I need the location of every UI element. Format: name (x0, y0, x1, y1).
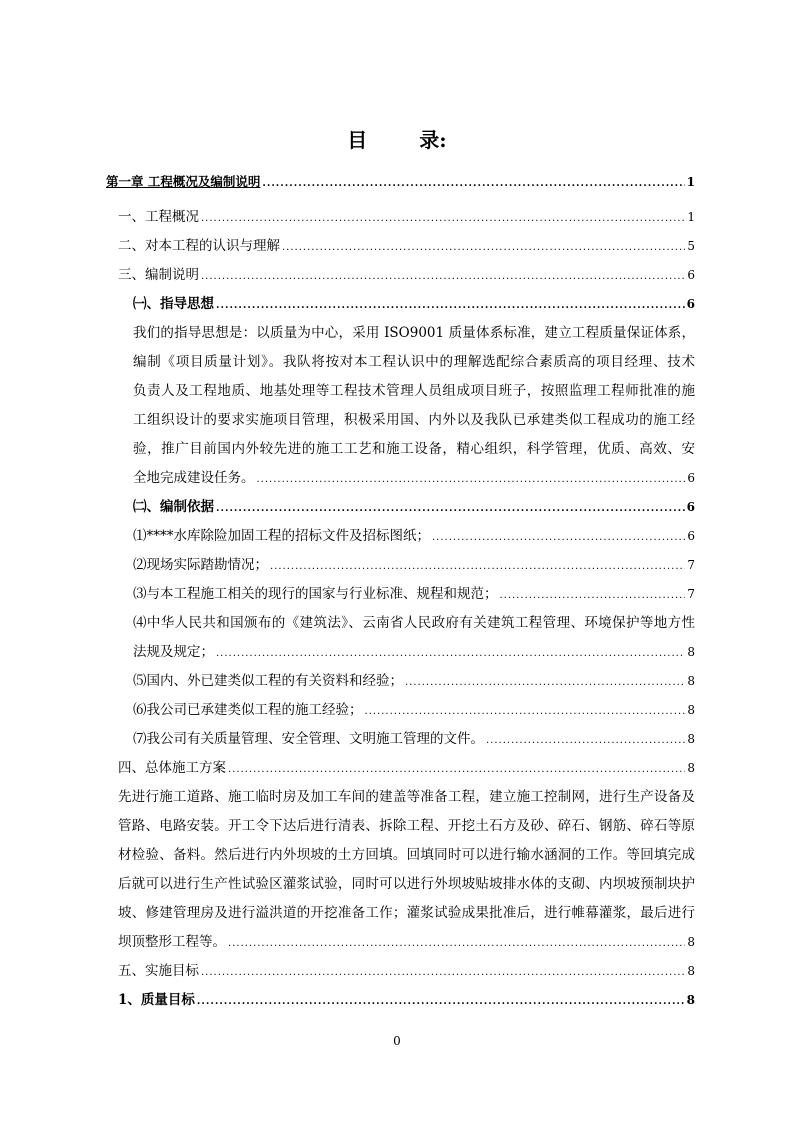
paragraph-line: 坡、修建管理房及进行溢洪道的开挖准备工作；灌浆试验成果批准后，进行帷幕灌浆，最后进行 (118, 905, 695, 921)
dot-leader (197, 987, 685, 1016)
toc-entry-subsection-1[interactable] (133, 290, 695, 319)
toc-entry-section-3[interactable] (118, 261, 695, 290)
toc-entry-item-7[interactable] (133, 725, 695, 754)
paragraph-line: 验，推广目前国内外较先进的施工工艺和施工设备，精心组织，科学管理，优质、高效、安 (133, 441, 695, 457)
toc-entry-text: 五、实施目标 (118, 963, 199, 979)
toc-page-number: 8 (687, 761, 695, 775)
paragraph-line: 我们的指导思想是：以质量为中心，采用 ISO9001 质量体系标准，建立工程质量保证体系， (133, 325, 695, 341)
toc-entry-section-2[interactable] (118, 232, 695, 261)
dot-leader (432, 523, 685, 552)
toc-entry-paragraph-1-end[interactable] (133, 464, 695, 493)
dot-leader (201, 958, 685, 987)
dot-leader (262, 169, 684, 198)
toc-entry-subsection-3[interactable] (118, 986, 695, 1015)
toc-entry-item-2[interactable] (133, 551, 695, 580)
toc-entry-text: 坝顶整形工程等。 (118, 934, 226, 950)
title-part-2: 录: (419, 128, 447, 152)
toc-page-number: 7 (687, 587, 695, 601)
toc-entry-chapter-1[interactable] (106, 167, 695, 196)
paragraph-line: 工组织设计的要求实施项目管理，积极采用国、内外以及我队已承建类似工程成功的施工经 (133, 412, 695, 428)
toc-entry-text: ⑴****水库除险加固工程的招标文件及招标图纸； (133, 528, 430, 544)
toc-page-number: 6 (687, 529, 695, 543)
paragraph-line: 后就可以进行生产性试验区灌浆试验，同时可以进行外坝坡贴坡排水体的支砌、内坝坡预制块护 (118, 876, 695, 892)
toc-entry-text: ⑺我公司有关质量管理、安全管理、文明施工管理的文件。 (133, 731, 484, 747)
toc-entry-text: 一、工程概况 (118, 209, 199, 225)
toc-page-number: 1 (686, 175, 695, 189)
toc-paragraph-overall-plan (118, 783, 695, 928)
paragraph-line: 管路、电路安装。开工令下达后进行清表、拆除工程、开挖土石方及砂、碎石、钢筋、碎石等原 (118, 818, 695, 834)
dot-leader (270, 552, 685, 581)
toc-page-number: 8 (687, 674, 695, 688)
toc-entry-text: ㈠、指导思想 (133, 296, 214, 312)
dot-leader (201, 262, 685, 291)
toc-entry-item-3[interactable] (133, 580, 695, 609)
toc-entry-item-1[interactable] (133, 522, 695, 551)
toc-entry-text: ⑵现场实际踏勘情况； (133, 557, 268, 573)
title-part-1: 目 (347, 128, 368, 152)
toc-entry-text: ⑶与本工程施工相关的现行的国家与行业标准、规程和规范； (133, 586, 498, 602)
toc-page-number: 7 (687, 558, 695, 572)
dot-leader (228, 755, 685, 784)
toc-page-number: 8 (687, 645, 695, 659)
dot-leader (216, 639, 685, 668)
toc-entry-text: 四、总体施工方案 (118, 760, 226, 776)
page-title (0, 124, 794, 153)
toc-entry-text: ⑹我公司已承建类似工程的施工经验； (133, 702, 363, 718)
toc-page-number: 8 (687, 935, 695, 949)
toc-entry-paragraph-2-end[interactable] (118, 928, 695, 957)
dot-leader (365, 697, 686, 726)
toc-page-number: 5 (687, 239, 695, 253)
dot-leader (257, 465, 686, 494)
paragraph-line: ⑷中华人民共和国颁布的《建筑法》、云南省人民政府有关建筑工程管理、环境保护等地方性 (133, 615, 695, 631)
toc-entry-item-4[interactable] (133, 638, 695, 667)
toc-entry-subsection-2[interactable] (133, 493, 695, 522)
dot-leader (500, 581, 686, 610)
toc-page-number: 6 (687, 268, 695, 282)
toc-entry-section-1[interactable] (118, 203, 695, 232)
dot-leader (216, 494, 685, 523)
dot-leader (201, 204, 685, 233)
dot-leader (228, 929, 685, 958)
toc-page-number: 6 (686, 297, 695, 311)
toc-page-number: 6 (686, 500, 695, 514)
toc-entry-section-5[interactable] (118, 957, 695, 986)
dot-leader (216, 291, 685, 320)
toc-page-number: 1 (687, 210, 695, 224)
toc-entry-text: ㈡、编制依据 (133, 499, 214, 515)
paragraph-line: 材检验、备料。然后进行内外坝坡的土方回填。回填同时可以进行输水涵洞的工作。等回填完成 (118, 847, 695, 863)
paragraph-line: 先进行施工道路、施工临时房及加工车间的建盖等准备工程，建立施工控制网，进行生产设备及 (118, 789, 695, 805)
paragraph-line: 负责人及工程地质、地基处理等工程技术管理人员组成项目班子，按照监理工程师批准的施 (133, 383, 695, 399)
toc-page-number: 8 (687, 732, 695, 746)
toc-entry-text: 三、编制说明 (118, 267, 199, 283)
page-footer-number: 0 (393, 1034, 401, 1048)
paragraph-line: 编制《项目质量计划》。我队将按对本工程认识中的理解选配综合素质高的项目经理、技术 (133, 354, 695, 370)
toc-entry-item-4-line-1 (133, 609, 695, 638)
toc-page-number: 6 (687, 471, 695, 485)
toc-entry-text: 1、质量目标 (118, 992, 195, 1008)
toc-entry-text: 法规及规定； (133, 644, 214, 660)
toc-page-number: 8 (687, 703, 695, 717)
toc-entry-item-5[interactable] (133, 667, 695, 696)
toc-page-number: 8 (686, 993, 695, 1007)
toc-entry-section-4[interactable] (118, 754, 695, 783)
toc-entry-text: ⑸国内、外已建类似工程的有关资料和经验； (133, 673, 403, 689)
dot-leader (405, 668, 685, 697)
toc-entry-text: 二、对本工程的认识与理解 (118, 238, 280, 254)
toc-paragraph-guiding-ideas (133, 319, 695, 464)
toc-entry-text: 全地完成建设任务。 (133, 470, 255, 486)
toc-entry-text: 第一章 工程概况及编制说明 (106, 174, 261, 189)
toc-entry-item-6[interactable] (133, 696, 695, 725)
toc-page-number: 8 (687, 964, 695, 978)
dot-leader (486, 726, 685, 755)
dot-leader (282, 233, 685, 262)
